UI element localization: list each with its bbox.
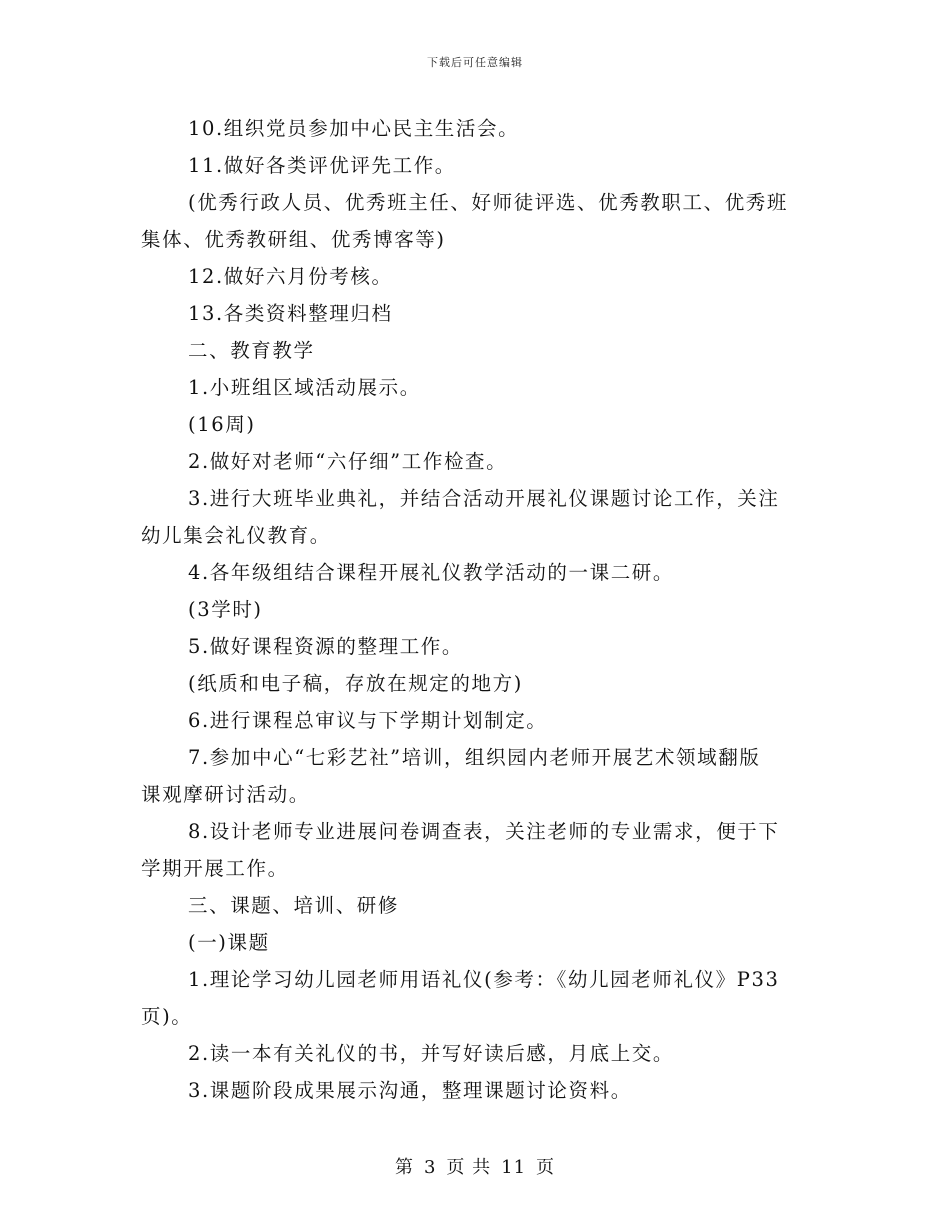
page-footer (0, 1153, 950, 1179)
text-line: 11.做好各类评优评先工作。 (188, 154, 456, 177)
text-line: 7.参加中心“七彩艺社”培训，组织园内老师开展艺术领域翻版 (188, 746, 761, 769)
text-line: 8.设计老师专业进展问卷调查表，关注老师的专业需求，便于下 (188, 820, 780, 843)
text-line: 1.理论学习幼儿园老师用语礼仪(参考：《幼儿园老师礼仪》P33 (188, 968, 780, 991)
text-line: 页)。 (141, 1005, 193, 1028)
text-line: (纸质和电子稿，存放在规定的地方) (188, 672, 523, 695)
footer-middle: 页 共 (446, 1157, 492, 1178)
text-line: 1.小班组区域活动展示。 (188, 376, 421, 399)
text-line: 学期开展工作。 (141, 857, 289, 880)
text-line: 幼儿集会礼仪教育。 (141, 524, 331, 547)
footer-page-number: 3 (423, 1157, 437, 1178)
footer-suffix: 页 (536, 1157, 556, 1178)
text-line: 3.进行大班毕业典礼，并结合活动开展礼仪课题讨论工作，关注 (188, 487, 780, 510)
text-line: 3.课题阶段成果展示沟通，整理课题讨论资料。 (188, 1079, 632, 1102)
text-line: 12.做好六月份考核。 (188, 265, 393, 288)
text-line: 2.做好对老师“六仔细”工作检查。 (188, 450, 508, 473)
footer-total-pages: 11 (501, 1157, 527, 1178)
text-line: 4.各年级组结合课程开展礼仪教学活动的一课二研。 (188, 561, 675, 584)
text-line: 10.组织党员参加中心民主生活会。 (188, 117, 520, 140)
text-line: 2.读一本有关礼仪的书，并写好读后感，月底上交。 (188, 1042, 675, 1065)
text-line: 13.各类资料整理归档 (188, 302, 393, 325)
text-line: (一)课题 (188, 931, 270, 954)
text-line: 集体、优秀教研组、优秀博客等) (141, 228, 446, 251)
text-line: 5.做好课程资源的整理工作。 (188, 635, 464, 658)
text-line: (3学时) (188, 598, 263, 621)
text-line: 课观摩研讨活动。 (141, 783, 310, 806)
footer-prefix: 第 (394, 1157, 414, 1178)
text-line: (优秀行政人员、优秀班主任、好师徒评选、优秀教职工、优秀班 (188, 191, 789, 214)
document-body (141, 110, 811, 1109)
text-line: (16周) (188, 413, 256, 436)
text-line: 二、教育教学 (188, 339, 315, 362)
page-header: 下载后可任意编辑 (427, 56, 523, 69)
text-line: 6.进行课程总审议与下学期计划制定。 (188, 709, 548, 732)
text-line: 三、课题、培训、研修 (188, 894, 400, 917)
